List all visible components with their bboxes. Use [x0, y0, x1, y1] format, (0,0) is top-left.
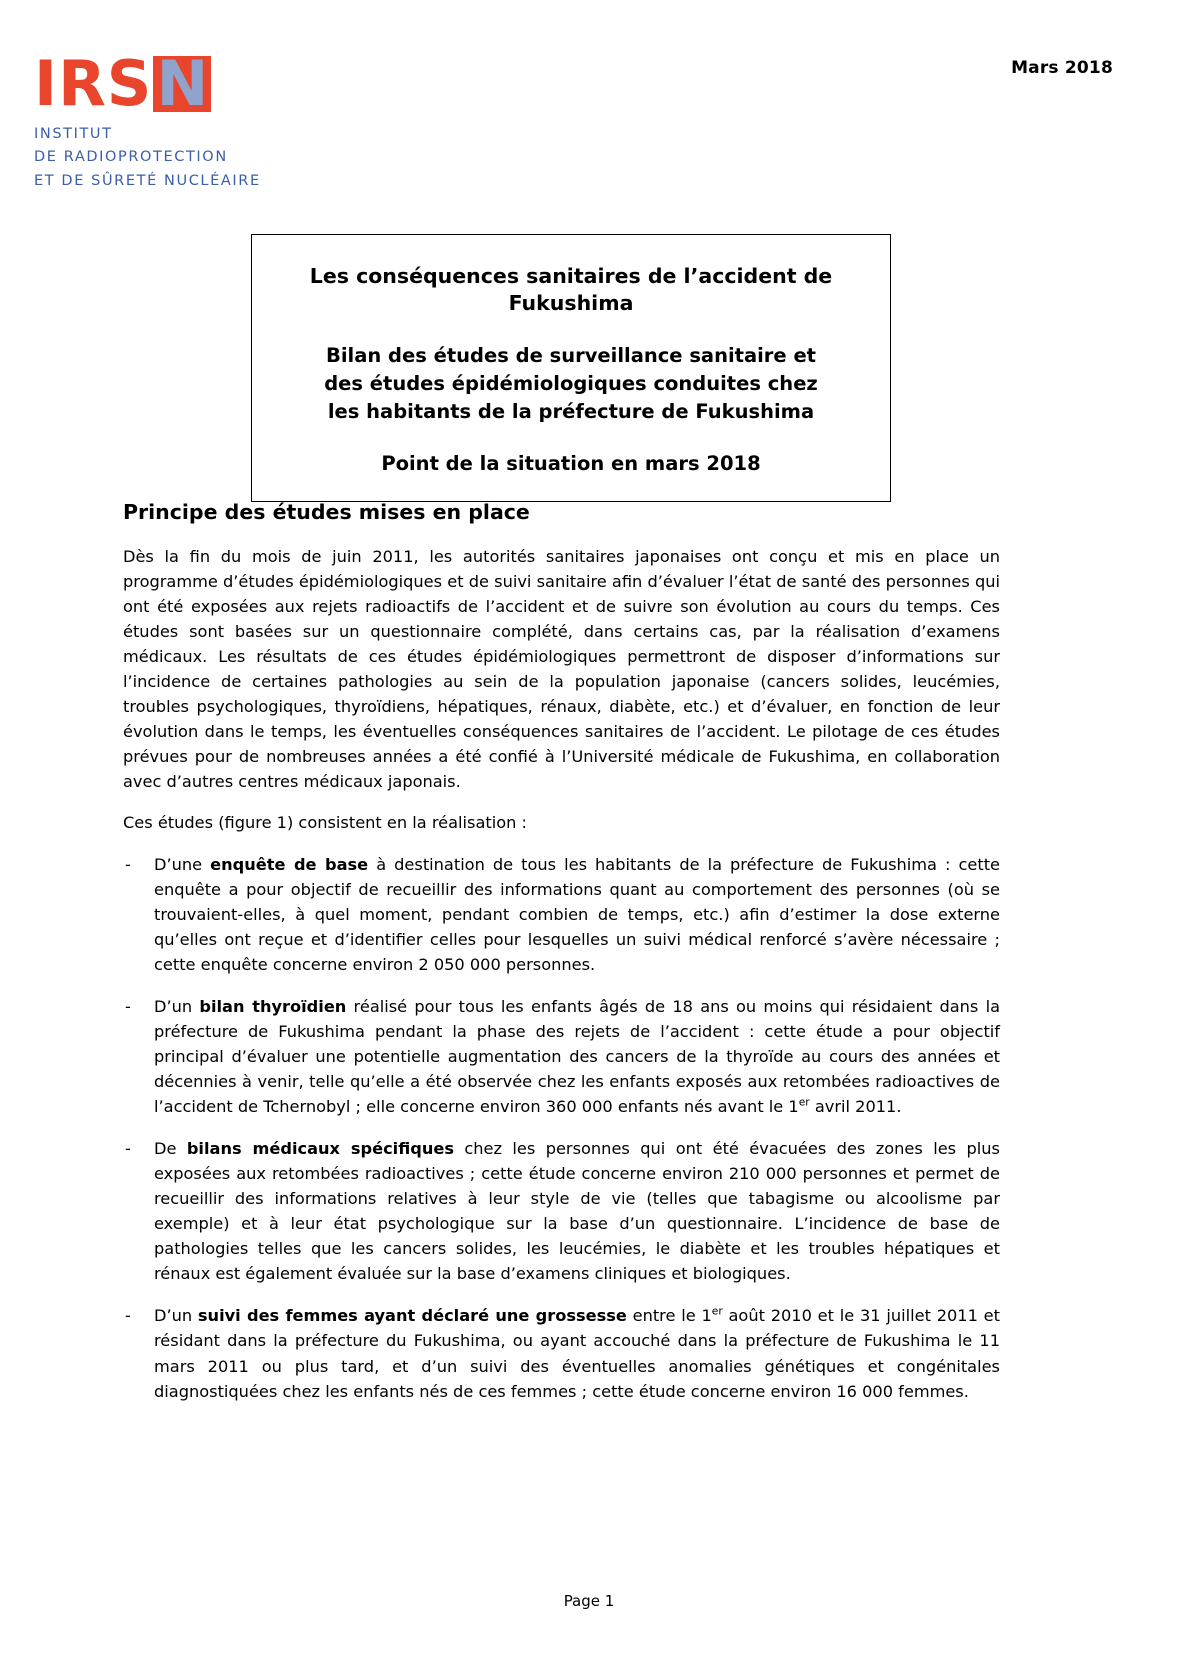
- list-bullet-marker: -: [125, 1306, 131, 1326]
- logo-subtitle: [34, 123, 264, 193]
- list-item-rest: entre le 1: [626, 1306, 712, 1326]
- logo-n-icon: N: [153, 56, 211, 112]
- list-item-emphasis: bilans médicaux spécifiques: [186, 1139, 454, 1159]
- irsn-logo: [34, 47, 264, 193]
- logo-letters: IRS: [34, 47, 153, 120]
- list-item: [123, 1136, 1000, 1286]
- list-item-lead: D’un: [154, 997, 200, 1017]
- list-bullet-marker: -: [125, 1139, 131, 1159]
- list-bullet-marker: -: [125, 854, 131, 874]
- document-subtitle-line-1: Bilan des études de surveillance sanitaire et: [325, 344, 816, 368]
- page-footer: Page 1: [563, 1592, 615, 1610]
- document-body: [123, 500, 1000, 1421]
- list-item-text: [154, 1306, 1000, 1400]
- logo-subtitle-line-3: ET DE SÛRETÉ NUCLÉAIRE: [34, 172, 261, 189]
- list-item-emphasis: suivi des femmes ayant déclaré une grossesse: [197, 1306, 627, 1326]
- list-item-lead: D’une: [154, 854, 211, 874]
- list-item-lead: D’un: [154, 1306, 198, 1326]
- document-subtitle-line-3: les habitants de la préfecture de Fukushima: [327, 399, 815, 423]
- document-subtitle-line-2: des études épidémiologiques conduites chez: [324, 371, 818, 395]
- list-item-superscript: er: [798, 1095, 810, 1109]
- list-item: [123, 994, 1000, 1119]
- list-item-rest: réalisé pour tous les enfants âgés de 18 ans ou moins qui résidaient dans la préfecture de Fukushima pendant la phase des rejets de l’accident : cette étude a pour objectif principal d’évaluer une potentielle augmentation des cancers de la thyroïde au cours des années et décennies à venir, telle qu’elle a été observée chez les enfants exposés aux retombées radioactives de l’accident de Tchernobyl ; elle concerne environ 360 000 enfants nés avant le 1: [154, 997, 1000, 1117]
- document-title: Les conséquences sanitaires de l’accident de Fukushima: [309, 264, 833, 315]
- list-item-rest: chez les personnes qui ont été évacuées des zones les plus exposées aux retombées radioactives ; cette étude concerne environ 210 000 personnes et permet de recueillir des informations relatives à leur style de vie (telles que tabagisme ou alcoolisme par exemple) et à leur état psychologique sur la base d’un questionnaire. L’incidence de base de pathologies telles que les cancers solides, les leucémies, le diabète et les troubles hépatiques et rénaux est également évaluée sur la base d’examens cliniques et biologiques.: [154, 1139, 1000, 1284]
- list-lead-in: Ces études (figure 1) consistent en la réalisation :: [123, 812, 527, 832]
- list-item-tail: août 2010 et le 31 juillet 2011 et résidant dans la préfecture du Fukushima, ou ayant accouché dans la préfecture de Fukushima le 11 mars 2011 ou plus tard, et d’un suivi des éventuelles anomalies génétiques et congénitales diagnostiquées chez les enfants nés de ces femmes ; cette étude concerne environ 16 000 femmes.: [154, 1306, 1000, 1401]
- list-bullet-marker: -: [125, 997, 131, 1017]
- document-subtitle: [274, 342, 868, 425]
- logo-subtitle-line-2: DE RADIOPROTECTION: [34, 149, 228, 166]
- list-item-emphasis: enquête de base: [210, 854, 369, 874]
- list-item-lead: De: [154, 1139, 187, 1159]
- document-date: Mars 2018: [1011, 58, 1113, 78]
- list-item: [123, 1303, 1000, 1403]
- section-paragraph: Dès la fin du mois de juin 2011, les autorités sanitaires japonaises ont conçu et mis en place un programme d’études épidémiologiques et de suivi sanitaire afin d’évaluer l’état de santé des personnes qui ont été exposées aux rejets radioactifs de l’accident et de suivre son évolution au cours du temps. Ces études sont basées sur un questionnaire complété, dans certains cas, par la réalisation d’examens médicaux. Les résultats de ces études épidémiologiques permettront de disposer d’informations sur l’incidence de certaines pathologies au sein de la population japonaise (cancers solides, leucémies, troubles psychologiques, thyroïdiens, hépatiques, rénaux, diabète, etc.) et d’évaluer, en fonction de leur évolution dans le temps, les éventuelles conséquences sanitaires de l’accident. Le pilotage de ces études prévues pour de nombreuses années a été confié à l’Université médicale de Fukushima, en collaboration avec d’autres centres médicaux japonais.: [123, 546, 1000, 791]
- document-status-line: Point de la situation en mars 2018: [381, 452, 761, 476]
- study-list: [123, 852, 1000, 1404]
- title-box: [251, 234, 891, 502]
- list-item: [123, 852, 1000, 977]
- logo-subtitle-line-1: INSTITUT: [34, 126, 113, 142]
- list-item-superscript: er: [711, 1305, 723, 1319]
- list-item-rest: à destination de tous les habitants de la préfecture de Fukushima : cette enquête a pour objectif de recueillir des informations quant au comportement des personnes (où se trouvaient-elles, à quel moment, pendant combien de temps, etc.) afin d’estimer la dose externe qu’elles ont reçue et d’identifier celles pour lesquelles un suivi médical renforcé s’avère nécessaire ; cette enquête concerne environ 2 050 000 personnes.: [154, 854, 1001, 975]
- list-item-text: [154, 855, 1000, 974]
- section-heading: Principe des études mises en place: [123, 500, 530, 524]
- logo-wordmark: [34, 47, 264, 120]
- list-item-emphasis: bilan thyroïdien: [199, 997, 347, 1017]
- list-item-text: [154, 1139, 1000, 1283]
- list-item-text: [154, 997, 1000, 1116]
- list-item-tail: avril 2011.: [809, 1097, 902, 1117]
